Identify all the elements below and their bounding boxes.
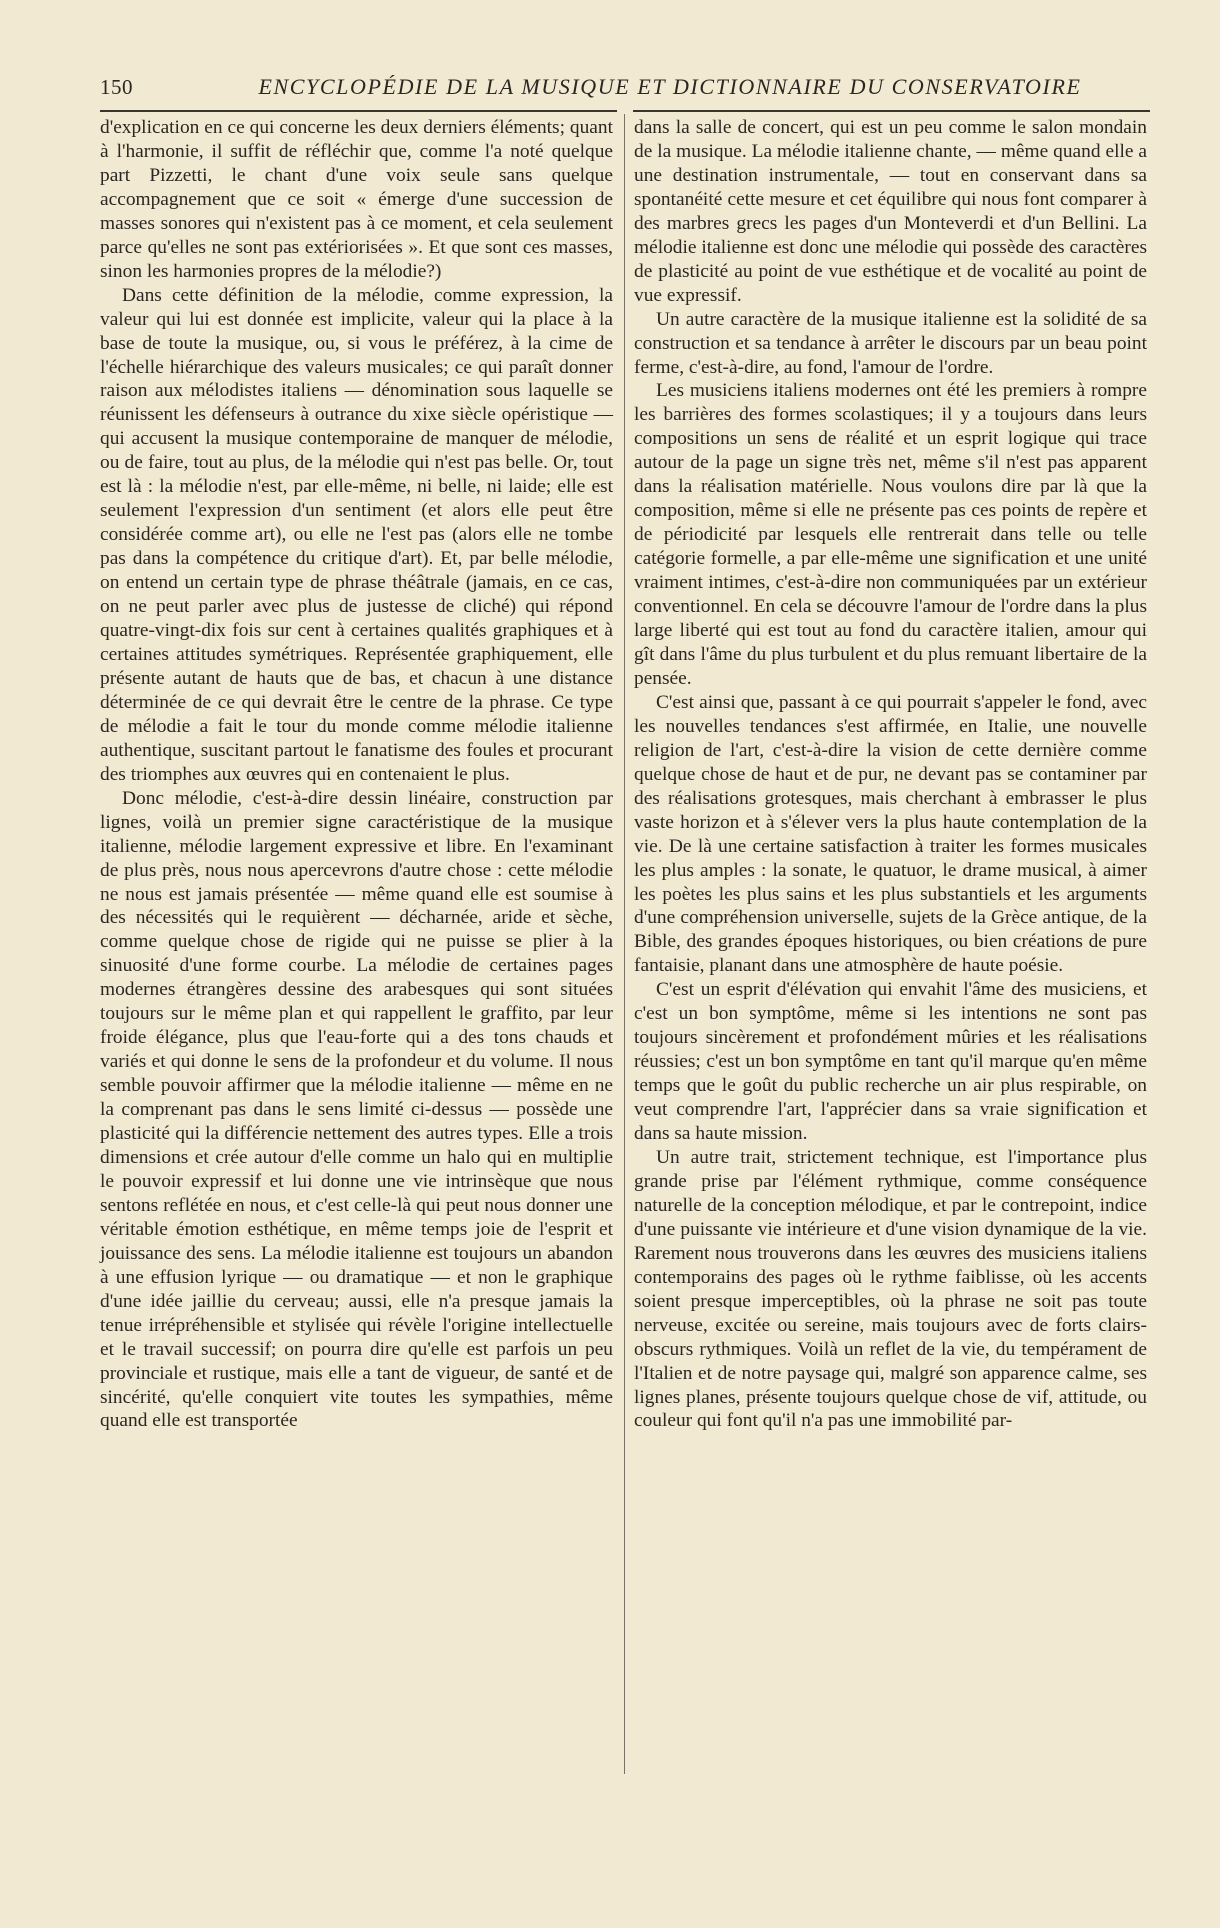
paragraph: C'est un esprit d'élévation qui envahit l'âme des musiciens, et c'est un bon symptôme, même si les intentions ne sont pas toujours sincèrement et profondément mûries et les réalisations réussies; c'est un bon symptôme en tant qu'il marque qu'en même temps que le goût du public recherche un air plus respirable, on veut comprendre l'art, l'apprécier dans sa vraie signification et dans sa haute mission.	[634, 979, 1147, 1145]
paragraph: Dans cette définition de la mélodie, comme expression, la valeur qui lui est donnée est implicite, valeur qui la place à la base de toute la musique, ou, si vous le préférez, à la cime de l'échelle hiérarchique des valeurs musicales; ce qui paraît donner raison aux mélodistes italiens — dénomination sous laquelle se réunissent les défenseurs à outrance du xixe siècle opéristique — qui accusent la musique contemporaine de manquer de mélodie, ou de faire, tout au plus, de la mélodie qui n'est pas belle. Or, tout est là : la mélodie n'est, par elle-même, ni belle, ni laide; elle est seulement l'expression d'un sentiment (et alors elle peut être considérée comme art), ou elle ne l'est pas (alors elle ne tombe pas dans la compétence du critique d'art). Et, par belle mélodie, on entend un certain type de phrase théâtrale (jamais, en ce cas, on ne peut parler avec plus de justesse de cliché) qui répond quatre-vingt-dix fois sur cent à certaines qualités graphiques et à certaines attitudes symétriques. Représentée graphiquement, elle présente autant de hauts que de bas, et chacun à une distance déterminée de ce qui devrait être le centre de la phrase. Ce type de mélodie a fait le tour du monde comme mélodie italienne authentique, suscitant partout le fanatisme des foules et procurant des triomphes aux œuvres qui en contenaient le plus.	[100, 284, 613, 785]
running-title: ENCYCLOPÉDIE DE LA MUSIQUE ET DICTIONNAIRE DU CONSERVATOIRE	[258, 74, 1082, 99]
paragraph: Un autre trait, strictement technique, est l'importance plus grande prise par l'élément rythmique, comme conséquence naturelle de la conception mélodique, et par le contrepoint, indice d'une puissante vie intérieure et d'une vision dynamique de la vie. Rarement nous trouverons dans les œuvres des musiciens italiens contemporains des pages où le rythme faiblisse, où les accents soient presque imperceptibles, où la phrase ne soit pas toute nerveuse, excitée ou sereine, mais toujours avec de forts clairs-obscurs rythmiques. Voilà un reflet de la vie, du tempérament de l'Italien et de notre paysage qui, malgré son apparence calme, ses lignes planes, présente toujours quelque chose de vif, attitude, ou couleur qui font qu'il n'a pas une immobilité par-	[634, 1146, 1147, 1432]
paragraph: Un autre caractère de la musique italienne est la solidité de sa construction et sa tendance à arrêter le discours par un beau point ferme, c'est-à-dire, au fond, l'amour de l'ordre.	[634, 308, 1147, 378]
header-rule-left	[100, 110, 617, 112]
paragraph: dans la salle de concert, qui est un peu comme le salon mondain de la musique. La mélodie italienne chante, — même quand elle a une destination instrumentale, — tout en conservant dans sa spontanéité cette mesure et cet équilibre qui nous font comparer à des marbres grecs les pages d'un Monteverdi et d'un Bellini. La mélodie italienne est donc une mélodie qui possède des caractères de plasticité au point de vue esthétique et de vocalité au point de vue expressif.	[634, 117, 1147, 306]
column-divider	[624, 114, 625, 1774]
right-column	[634, 116, 1147, 1433]
left-column	[100, 116, 613, 1433]
paragraph: d'explication en ce qui concerne les deux derniers éléments; quant à l'harmonie, il suffit de réfléchir que, comme l'a noté quelque part Pizzetti, le chant d'une voix seule sans quelque accompagnement que ce soit « émerge d'une succession de masses sonores qui n'existent pas à ce moment, et cela seulement parce qu'elles ne sont pas extériorisées ». Et que sont ces masses, sinon les harmonies propres de la mélodie?)	[100, 117, 613, 282]
paragraph: C'est ainsi que, passant à ce qui pourrait s'appeler le fond, avec les nouvelles tendances s'est affirmée, en Italie, une nouvelle religion de l'art, c'est-à-dire la vision de cette dernière comme quelque chose de haut et de pur, ne devant pas se contaminer par des réalisations grotesques, mais cherchant à embrasser le plus vaste horizon et à s'élever vers la plus haute contemplation de la vie. De là une certaine satisfaction à traiter les formes musicales les plus amples : la sonate, le quatuor, le drame musical, à aimer les poètes les plus sains et les plus substantiels et les arguments d'une compréhension universelle, sujets de la Grèce antique, de la Bible, des grandes époques historiques, ou bien créations de pure fantaisie, planant dans une atmosphère de haute poésie.	[634, 691, 1147, 977]
header-rule-right	[633, 110, 1150, 112]
page-number: 150	[100, 75, 133, 99]
running-header	[100, 74, 1150, 100]
paragraph: Les musiciens italiens modernes ont été les premiers à rompre les barrières des formes scolastiques; il y a toujours dans leurs compositions un sens de réalité et un esprit logique qui trace autour de la page un signe très net, même s'il n'est pas apparent dans la réalisation matérielle. Nous voulons dire par là que la composition, même si elle ne présente pas ces points de repère et de périodicité par lesquels elle rentrerait dans telle ou telle catégorie formelle, a par elle-même une signification et une unité vraiment intimes, c'est-à-dire non communiquées par un extérieur conventionnel. En cela se découvre l'amour de l'ordre dans la plus large liberté qui est tout au fond du caractère italien, amour qui gît dans l'âme du plus turbulent et du plus remuant libertaire de la pensée.	[634, 380, 1147, 689]
paragraph: Donc mélodie, c'est-à-dire dessin linéaire, construction par lignes, voilà un premier signe caractéristique de la musique italienne, mélodie largement expressive et libre. En l'examinant de plus près, nous nous apercevrons d'autre chose : cette mélodie ne nous est jamais présentée — même quand elle est soumise à des nécessités qui le requièrent — décharnée, aride et sèche, comme quelque chose de rigide qui ne puisse se plier à la sinuosité d'une forme courbe. La mélodie de certaines pages modernes étrangères dessine des arabesques qui sont situées toujours sur le même plan et qui rappellent le graffito, par leur froide élégance, plus que l'eau-forte qui a des tons chauds et variés et qui donne le sens de la profondeur et du volume. Il nous semble pouvoir affirmer que la mélodie italienne — même en ne la comprenant pas dans le sens limité ci-dessus — possède une plasticité qui la différencie nettement des autres types. Elle a trois dimensions et crée autour d'elle comme un halo qui en multiplie le pouvoir expressif et lui donne une vie intrinsèque que nous sentons reflétée en nous, et c'est celle-là qui peut nous donner une véritable émotion esthétique, en même temps joie de l'esprit et jouissance des sens. La mélodie italienne est toujours un abandon à une effusion lyrique — ou dramatique — et non le graphique d'une idée jaillie du cerveau; aussi, elle n'a presque jamais la tenue irrépréhensible et stylisée qui révèle l'origine intellectuelle et le travail successif; on pourra dire qu'elle est parfois un peu provinciale et rustique, mais elle a tant de vigueur, de santé et de sincérité, qu'elle conquiert vite toutes les sympathies, même quand elle est transportée	[100, 787, 613, 1432]
